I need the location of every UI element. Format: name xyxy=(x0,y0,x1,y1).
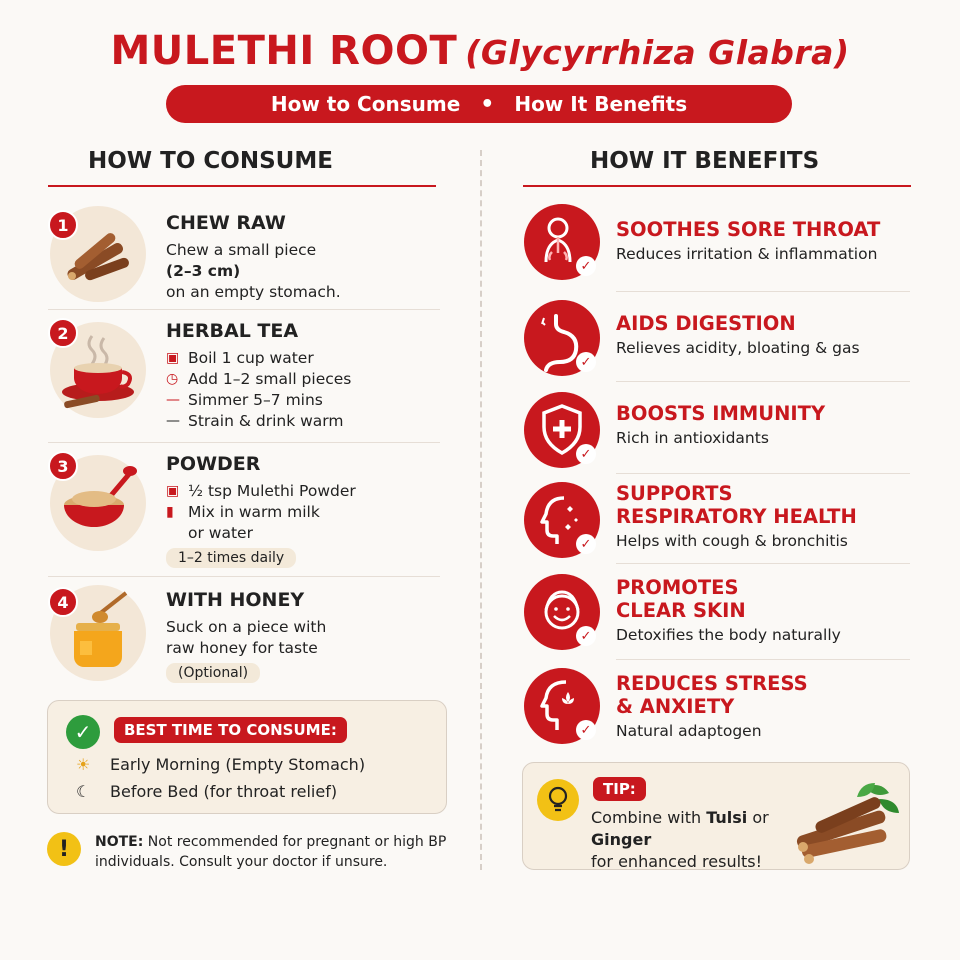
benefit-item-digestion xyxy=(524,292,910,382)
page-title xyxy=(0,28,960,74)
step-number-1: 1 xyxy=(48,210,78,240)
check-icon: ✓ xyxy=(576,256,596,276)
step-line: Strain & drink warm xyxy=(188,412,344,430)
step-title: POWDER xyxy=(166,453,261,475)
consume-heading: HOW TO CONSUME xyxy=(88,148,333,174)
dash-icon: — xyxy=(166,392,180,408)
tip-text: or xyxy=(747,808,769,827)
check-icon: ✓ xyxy=(576,720,596,740)
banner-dot: • xyxy=(480,91,495,117)
benefit-title: & ANXIETY xyxy=(616,695,735,718)
best-time-box xyxy=(47,700,447,814)
step-title: CHEW RAW xyxy=(166,212,286,234)
check-icon: ✓ xyxy=(576,352,596,372)
timer-icon: ◷ xyxy=(166,371,179,387)
step-title: WITH HONEY xyxy=(166,589,305,611)
consume-item-with-honey xyxy=(48,577,440,687)
tip-box xyxy=(522,762,910,870)
title-main: MULETHI ROOT xyxy=(110,28,458,74)
benefit-title: BOOSTS IMMUNITY xyxy=(616,402,826,425)
benefit-title: SUPPORTS xyxy=(616,482,733,505)
tip-herb: Tulsi xyxy=(706,808,748,827)
step-line: Chew a small piece xyxy=(166,241,317,259)
step-line-highlight: (2–3 cm) xyxy=(166,262,241,280)
note-text: Not recommended for pregnant or high BP individuals. Consult your doctor if unsure. xyxy=(95,834,447,870)
licorice-herb-illustration xyxy=(787,779,905,865)
step-line: ½ tsp Mulethi Powder xyxy=(188,482,356,500)
respiratory-icon xyxy=(524,482,600,558)
step-line: raw honey for taste xyxy=(166,639,318,657)
tip-text: for enhanced results! xyxy=(591,852,763,871)
step-number-3: 3 xyxy=(48,451,78,481)
benefits-heading-line xyxy=(523,185,911,187)
step-line: Mix in warm milk xyxy=(188,503,320,521)
best-time-line: Early Morning (Empty Stomach) xyxy=(110,755,366,774)
tip-herb: Ginger xyxy=(591,830,652,849)
step-line: on an empty stomach. xyxy=(166,283,341,301)
step-line: Suck on a piece with xyxy=(166,618,327,636)
step-number-2: 2 xyxy=(48,318,78,348)
subtitle-banner xyxy=(166,85,792,123)
consume-item-powder xyxy=(48,443,440,577)
lightbulb-icon xyxy=(537,779,579,821)
face-icon xyxy=(524,574,600,650)
benefit-item-immunity xyxy=(524,382,910,474)
moon-icon: ☾ xyxy=(76,782,91,801)
throat-icon xyxy=(524,204,600,280)
benefit-title: SOOTHES SORE THROAT xyxy=(616,218,881,241)
check-icon: ✓ xyxy=(576,444,596,464)
stomach-icon xyxy=(524,300,600,376)
benefit-title: AIDS DIGESTION xyxy=(616,312,796,335)
benefit-subtitle: Reduces irritation & inflammation xyxy=(616,245,878,263)
step-line: Add 1–2 small pieces xyxy=(188,370,352,388)
benefit-item-respiratory xyxy=(524,474,910,564)
benefit-subtitle: Helps with cough & bronchitis xyxy=(616,532,848,550)
step-line: Simmer 5–7 mins xyxy=(188,391,323,409)
check-circle-icon: ✓ xyxy=(66,715,100,749)
consume-item-herbal-tea xyxy=(48,310,440,443)
sunrise-icon: ☀ xyxy=(76,755,91,774)
best-time-line: Before Bed (for throat relief) xyxy=(110,782,338,801)
benefit-item-skin xyxy=(524,564,910,660)
tip-label: TIP: xyxy=(593,777,646,801)
pot-icon: ▣ xyxy=(166,350,180,366)
benefit-item-stress xyxy=(524,660,910,752)
check-icon: ✓ xyxy=(576,534,596,554)
note-label: NOTE: xyxy=(95,834,144,850)
benefit-title: REDUCES STRESS xyxy=(616,672,808,695)
shield-icon xyxy=(524,392,600,468)
benefit-subtitle: Natural adaptogen xyxy=(616,722,762,740)
benefits-heading: HOW IT BENEFITS xyxy=(590,148,820,174)
consume-heading-line xyxy=(48,185,436,187)
pot-icon: ▣ xyxy=(166,483,180,499)
benefit-subtitle: Detoxifies the body naturally xyxy=(616,626,841,644)
benefit-title: RESPIRATORY HEALTH xyxy=(616,505,857,528)
dash-icon: — xyxy=(166,413,180,429)
banner-right: How It Benefits xyxy=(514,92,688,116)
benefit-title: PROMOTES xyxy=(616,576,739,599)
exclamation-icon: ! xyxy=(47,832,81,866)
step-line: or water xyxy=(188,524,253,542)
optional-pill: (Optional) xyxy=(166,663,260,683)
check-icon: ✓ xyxy=(576,626,596,646)
consume-item-chew-raw xyxy=(48,200,440,310)
benefit-item-throat xyxy=(524,200,910,292)
banner-left: How to Consume xyxy=(270,92,461,116)
step-number-4: 4 xyxy=(48,587,78,617)
column-divider xyxy=(480,150,482,870)
mind-icon xyxy=(524,668,600,744)
frequency-pill: 1–2 times daily xyxy=(166,548,296,568)
benefit-subtitle: Rich in antioxidants xyxy=(616,429,769,447)
benefit-title: CLEAR SKIN xyxy=(616,599,746,622)
step-title: HERBAL TEA xyxy=(166,320,299,342)
title-latin: (Glycyrrhiza Glabra) xyxy=(465,33,850,72)
step-line: Boil 1 cup water xyxy=(188,349,314,367)
tip-text: Combine with xyxy=(591,808,707,827)
glass-icon: ▮ xyxy=(166,504,174,520)
benefit-subtitle: Relieves acidity, bloating & gas xyxy=(616,339,860,357)
best-time-label: BEST TIME TO CONSUME: xyxy=(114,717,347,743)
